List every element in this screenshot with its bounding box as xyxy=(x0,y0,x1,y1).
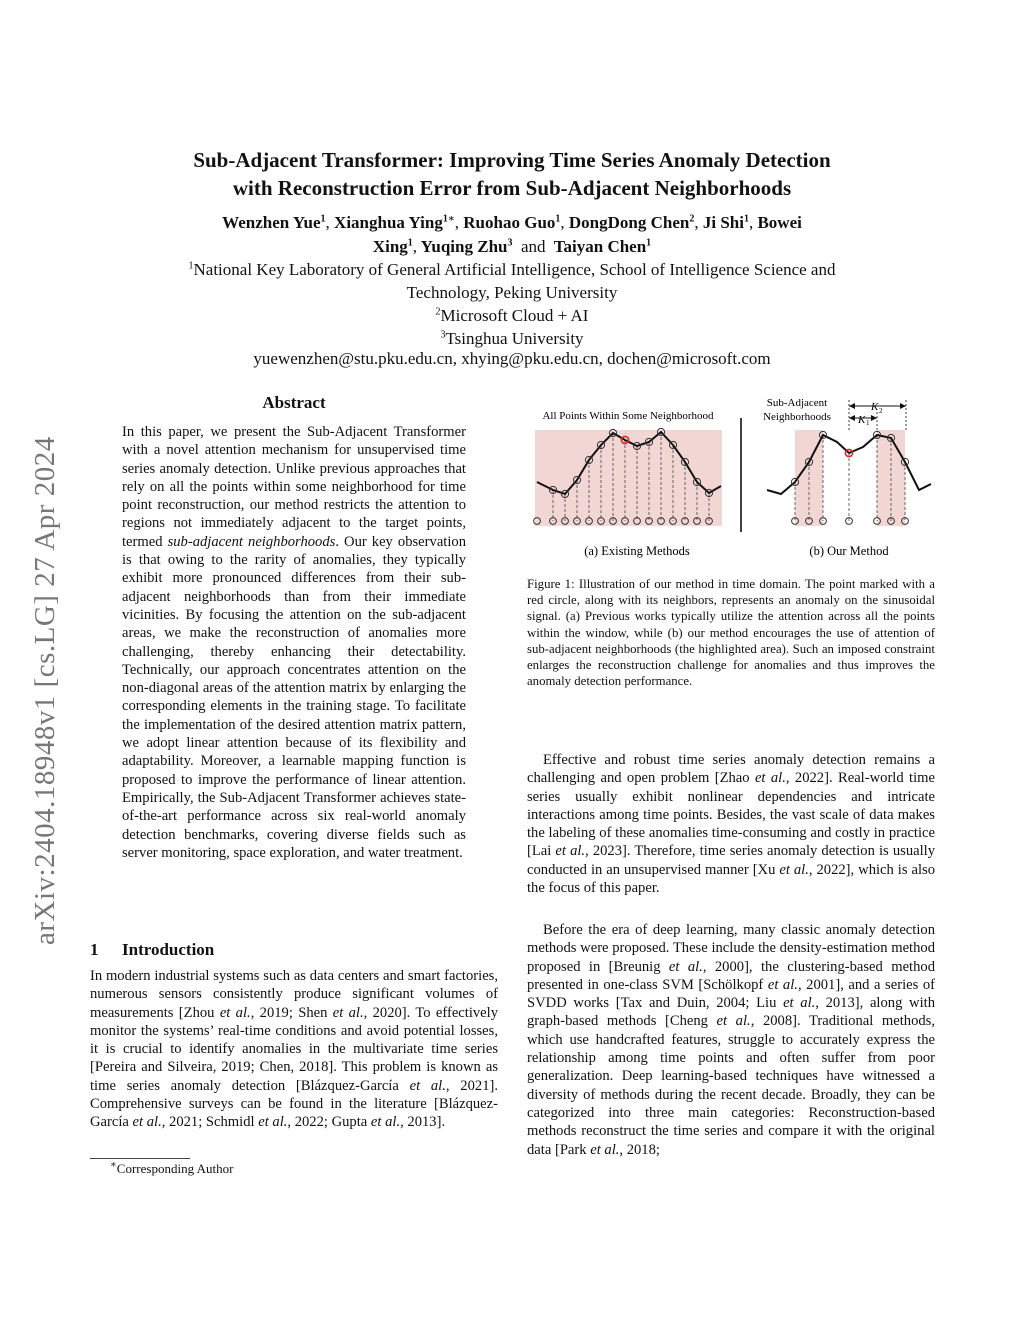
author-7-sup: 3 xyxy=(507,237,513,249)
title-line-2: with Reconstruction Error from Sub-Adjacent Neighborhoods xyxy=(232,176,792,200)
arxiv-stamp xyxy=(28,385,62,945)
author-5-sup: 1 xyxy=(743,213,749,225)
affiliation-2: $^2$Microsoft Cloud + AI xyxy=(435,306,589,325)
author-6-second: Xing xyxy=(372,237,408,256)
fig-b-title-1: Sub-Adjacent xyxy=(766,397,828,409)
author-8: Taiyan Chen xyxy=(553,237,647,256)
right-paragraph-1: Effective and robust time series anomaly detection remains a challenging and open problem [Zhao et al., 2022]. Real-world time series usually exhibit nonlinear dependencies and intricate interactions among time points. Besides, the vast scale of data makes the labeling of these anomalies time-consuming and costly in practice [Lai et al., 2023]. Therefore, time series anomaly detection is usually conducted in an unsupervised manner [Xu et al., 2022], which is also the focus of this paper. xyxy=(527,752,935,897)
author-4: DongDong Chen xyxy=(568,213,690,232)
abstract-heading: Abstract xyxy=(262,393,326,412)
k2-sub: 2 xyxy=(879,407,883,415)
author-emails: yuewenzhen@stu.pku.edu.cn, xhying@pku.edu.cn, dochen@microsoft.com xyxy=(253,349,771,368)
footnote: ∗Corresponding Author xyxy=(110,1159,234,1176)
intro-paragraph-1: In modern industrial systems such as data centers and smart factories, numerous sensors consistently produce significant volumes of measurements [Zhou et al., 2019; Shen et al., 2020]. To effectively monitor the systems’ real-time conditions and avoid potential losses, it is crucial to identify anomalies in the multivariate time series [Pereira and Silveira, 2019; Chen, 2018]. This problem is known as time series anomaly detection [Blázquez-García et al., 2021]. Comprehensive surveys can be found in the literature [Blázquez-García et al., 2021; Schmidl et al., 2022; Gupta et al., 2013]. xyxy=(90,968,499,1131)
title-line-1: Sub-Adjacent Transformer: Improving Time Series Anomaly Detection xyxy=(193,148,831,172)
author-5: Ji Shi xyxy=(702,213,744,232)
affiliation-3: $^3$Tsinghua University xyxy=(440,329,584,348)
footnote-rule xyxy=(90,1158,190,1159)
fig-b-title-2: Neighborhoods xyxy=(763,411,831,423)
author-6-sup: 1 xyxy=(407,237,413,249)
author-3-sup: 1 xyxy=(555,213,561,225)
author-1: Wenzhen Yue xyxy=(222,213,321,232)
arxiv-stamp-text: arXiv:2404.18948v1 [cs.LG] 27 Apr 2024 xyxy=(29,436,61,945)
right-paragraph-2: Before the era of deep learning, many classic anomaly detection methods were proposed. These include the density-estimation method proposed in [Breunig et al., 2000], the clustering-based method presented in one-class SVM [Schölkopf et al., 2001], and a series of SVDD works [Tax and Duin, 2004; Liu et al., 2013], along with graph-based methods [Cheng et al., 2008]. Traditional methods, which use handcrafted features, struggle to accurately express the relationship among time points and often suffer from poor generalization. Deep learning-based techniques have witnessed a diversity of methods during the recent decade. Broadly, they can be categorized into three main categories: Reconstruction-based methods reconstruct the time series and compare it with the original data [Park et al., 2018; xyxy=(527,922,935,1158)
author-8-sup: 1 xyxy=(646,237,652,249)
author-2-sup: 1∗ xyxy=(442,213,455,225)
author-and: and xyxy=(520,237,546,256)
fig-subcaption-a: (a) Existing Methods xyxy=(584,544,690,558)
author-4-sup: 2 xyxy=(689,213,695,225)
figure-1 xyxy=(527,390,937,570)
figure-1-caption: Figure 1: Illustration of our method in time domain. The point marked with a red circle, along with its neighbors, represents an anomaly on the sinusoidal signal. (a) Previous works typically utilize the attention across all the points within the window, while (b) our method encourages the use of attention of sub-adjacent neighborhoods (the highlighted area). Such an imposed constraint enlarges the reconstruction challenge for anomalies and thus improves the anomaly detection performance. xyxy=(527,577,935,689)
author-2: Xianghua Ying xyxy=(334,213,443,232)
abstract-body: In this paper, we present the Sub-Adjacent Transformer with a novel attention mechanism for unsupervised time series anomaly detection. Unlike previous approaches that rely on all the points within some neighborhood for time point reconstruction, our method restricts the attention to regions not immediately adjacent to the target points, termed sub-adjacent neighborhoods. Our key observation is that owing to the rarity of anomalies, they typically exhibit more pronounced differences from their sub-adjacent neighborhoods than from their immediate vicinities. By focusing the attention on the sub-adjacent areas, we make the reconstruction of anomalies more challenging, thereby enhancing their detectability. Technically, our approach concentrates attention on the non-diagonal areas of the attention matrix by enlarging the corresponding elements in the training stage. To facilitate the implementation of the desired attention matrix pattern, we adopt linear attention because of its flexibility and adaptability. Moreover, a learnable mapping function is proposed to improve the performance of linear attention. Empirically, the Sub-Adjacent Transformer achieves state-of-the-art performance across six real-world anomaly detection benchmarks, covering diverse fields such as server monitoring, space exploration, and water treatment. xyxy=(122,424,466,861)
author-6-first: Bowei xyxy=(757,213,802,232)
section-heading-introduction: 1 Introduction xyxy=(90,940,215,959)
fig-subcaption-b: (b) Our Method xyxy=(809,544,889,558)
affiliation-1: $^1$National Key Laboratory of General Artificial Intelligence, School of Intelligence Science and Technology, Peking University xyxy=(188,260,836,302)
fig-a-title: All Points Within Some Neighborhood xyxy=(542,410,714,422)
k1-label: K xyxy=(858,414,866,426)
author-7: Yuqing Zhu xyxy=(420,237,508,256)
paper-title xyxy=(100,146,924,202)
k2-label: K xyxy=(871,401,879,413)
author-3: Ruohao Guo xyxy=(463,213,556,232)
k1-sub: 1 xyxy=(866,419,870,427)
author-list: Wenzhen Yue$^1$, Xianghua Ying$^{1∗}$, Ruohao Guo$^1$, DongDong Chen$^2$, Ji Shi$^1$, Bowei Xing$^1$, Yuqing Zhu$^3$ and Taiyan Chen$^1$ xyxy=(222,213,802,256)
author-1-sup: 1 xyxy=(320,213,326,225)
